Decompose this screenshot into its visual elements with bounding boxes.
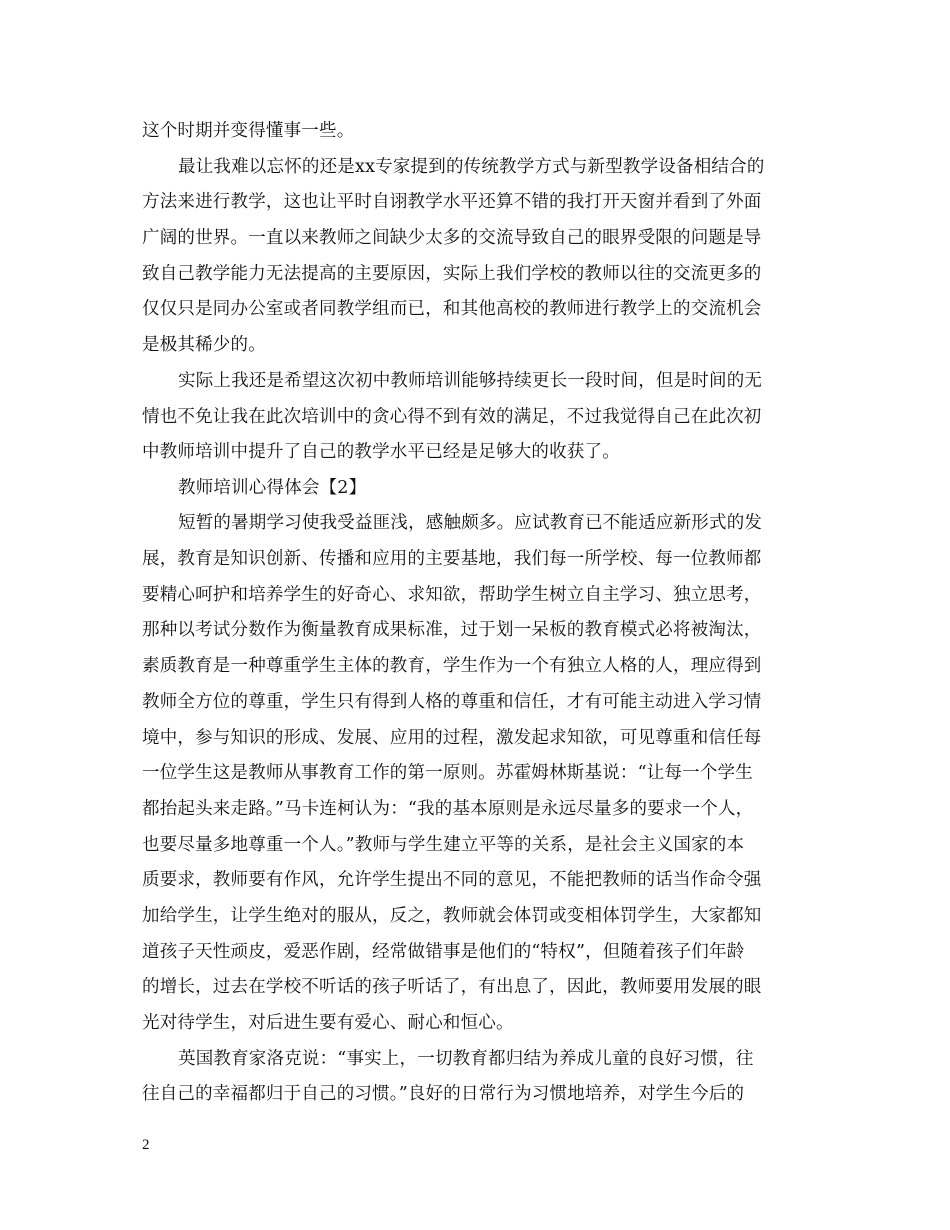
text-line: 素质教育是一种尊重学生主体的教育，学生作为一个有独立人格的人，理应得到: [142, 656, 762, 676]
text-line: 道孩子天性顽皮，爱恶作剧，经常做错事是他们的“特权”，但随着孩子们年龄: [142, 942, 745, 962]
text-line: 是极其稀少的。: [142, 335, 266, 355]
text-line: 英国教育家洛克说：“事实上，一切教育都归结为养成儿童的良好习惯，往: [178, 1049, 754, 1069]
text-line: 境中，参与知识的形成、发展、应用的过程，激发起求知欲，可见尊重和信任每: [142, 728, 762, 748]
text-line: 中教师培训中提升了自己的教学水平已经是足够大的收获了。: [142, 442, 620, 462]
text-line: 最让我难以忘怀的还是xx专家提到的传统教学方式与新型教学设备相结合的: [178, 157, 765, 177]
text-line: 广阔的世界。一直以来教师之间缺少太多的交流导致自己的眼界受限的问题是导: [142, 228, 762, 248]
text-line: 教师全方位的尊重，学生只有得到人格的尊重和信任，才有可能主动进入学习情: [142, 692, 762, 712]
text-line: 光对待学生，对后进生要有爱心、耐心和恒心。: [142, 1013, 514, 1033]
text-line: 情也不免让我在此次培训中的贪心得不到有效的满足，不过我觉得自己在此次初: [142, 407, 762, 427]
text-line: 往自己的幸福都归于自己的习惯。”良好的日常行为习惯地培养，对学生今后的: [142, 1084, 745, 1104]
text-line: 要精心呵护和培养学生的好奇心、求知欲，帮助学生树立自主学习、独立思考，: [142, 585, 762, 605]
text-line: 这个时期并变得懂事一些。: [142, 121, 355, 141]
section-heading: 教师培训心得体会【2】: [178, 478, 367, 498]
text-line: 都抬起头来走路。”马卡连柯认为：“我的基本原则是永远尽量多的要求一个人，: [142, 799, 754, 819]
text-line: 也要尽量多地尊重一个人。”教师与学生建立平等的关系，是社会主义国家的本: [142, 835, 745, 855]
text-line: 那种以考试分数作为衡量教育成果标准，过于划一呆板的教育模式必将被淘汰，: [142, 620, 762, 640]
text-line: 短暂的暑期学习使我受益匪浅，感触颇多。应试教育已不能适应新形式的发: [178, 513, 763, 533]
text-line: 展，教育是知识创新、传播和应用的主要基地，我们每一所学校、每一位教师都: [142, 549, 762, 569]
page-number: 2: [142, 1137, 150, 1153]
text-line: 致自己教学能力无法提高的主要原因，实际上我们学校的教师以往的交流更多的: [142, 264, 762, 284]
text-line: 实际上我还是希望这次初中教师培训能够持续更长一段时间，但是时间的无: [178, 371, 763, 391]
text-line: 加给学生，让学生绝对的服从，反之，教师就会体罚或变相体罚学生，大家都知: [142, 906, 762, 926]
text-line: 的增长，过去在学校不听话的孩子听话了，有出息了，因此，教师要用发展的眼: [142, 977, 762, 997]
text-line: 仅仅只是同办公室或者同教学组而已，和其他高校的教师进行教学上的交流机会: [142, 299, 762, 319]
text-line: 一位学生这是教师从事教育工作的第一原则。苏霍姆林斯基说：“让每一个学生: [142, 763, 753, 783]
text-line: 方法来进行教学，这也让平时自诩教学水平还算不错的我打开天窗并看到了外面: [142, 192, 762, 212]
text-line: 质要求，教师要有作风，允许学生提出不同的意见，不能把教师的话当作命令强: [142, 870, 762, 890]
